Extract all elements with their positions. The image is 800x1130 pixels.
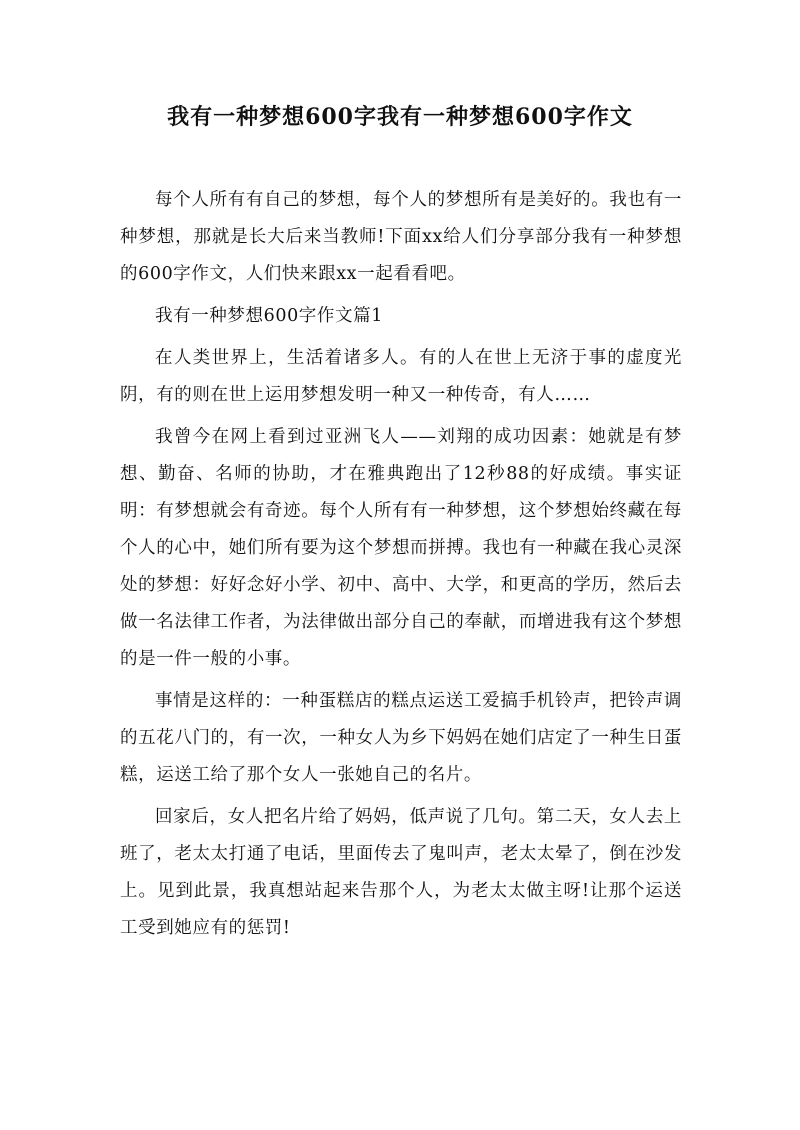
section-heading: 我有一种梦想600字作文篇1 — [155, 306, 383, 326]
document-body — [120, 182, 682, 952]
body-paragraph: 我曾今在网上看到过亚洲飞人——刘翔的成功因素：她就是有梦想、勤奋、名师的协助，才在雅典跑出了12秒88的好成绩。事实证明：有梦想就会有奇迹。每个人所有有一种梦想，这个梦想始终藏在每个人的心中，她们所有要为这个梦想而拼搏。我也有一种藏在我心灵深处的梦想：好好念好小学、初中、高中、大学，和更高的学历，然后去做一名法律工作者，为法律做出部分自己的奉献，而增进我有这个梦想的是一件一般的小事。 — [120, 427, 682, 669]
document-title: 我有一种梦想600字我有一种梦想600字作文 — [167, 104, 633, 130]
intro-paragraph: 每个人所有有自己的梦想，每个人的梦想所有是美好的。我也有一种梦想，那就是长大后来当教师!下面xx给人们分享部分我有一种梦想的600字作文，人们快来跟xx一起看看吧。 — [120, 190, 682, 284]
body-paragraph: 事情是这样的：一种蛋糕店的糕点运送工爱搞手机铃声，把铃声调的五花八门的，有一次，一种女人为乡下妈妈在她们店定了一种生日蛋糕，运送工给了那个女人一张她自己的名片。 — [120, 691, 682, 785]
body-paragraph: 回家后，女人把名片给了妈妈，低声说了几句。第二天，女人去上班了，老太太打通了电话，里面传去了鬼叫声，老太太晕了，倒在沙发上。见到此景，我真想站起来告那个人，为老太太做主呀!让那个运送工受到她应有的惩罚! — [120, 807, 682, 938]
body-paragraph: 在人类世界上，生活着诸多人。有的人在世上无济于事的虚度光阴，有的则在世上运用梦想发明一种又一种传奇，有人…… — [120, 348, 682, 405]
